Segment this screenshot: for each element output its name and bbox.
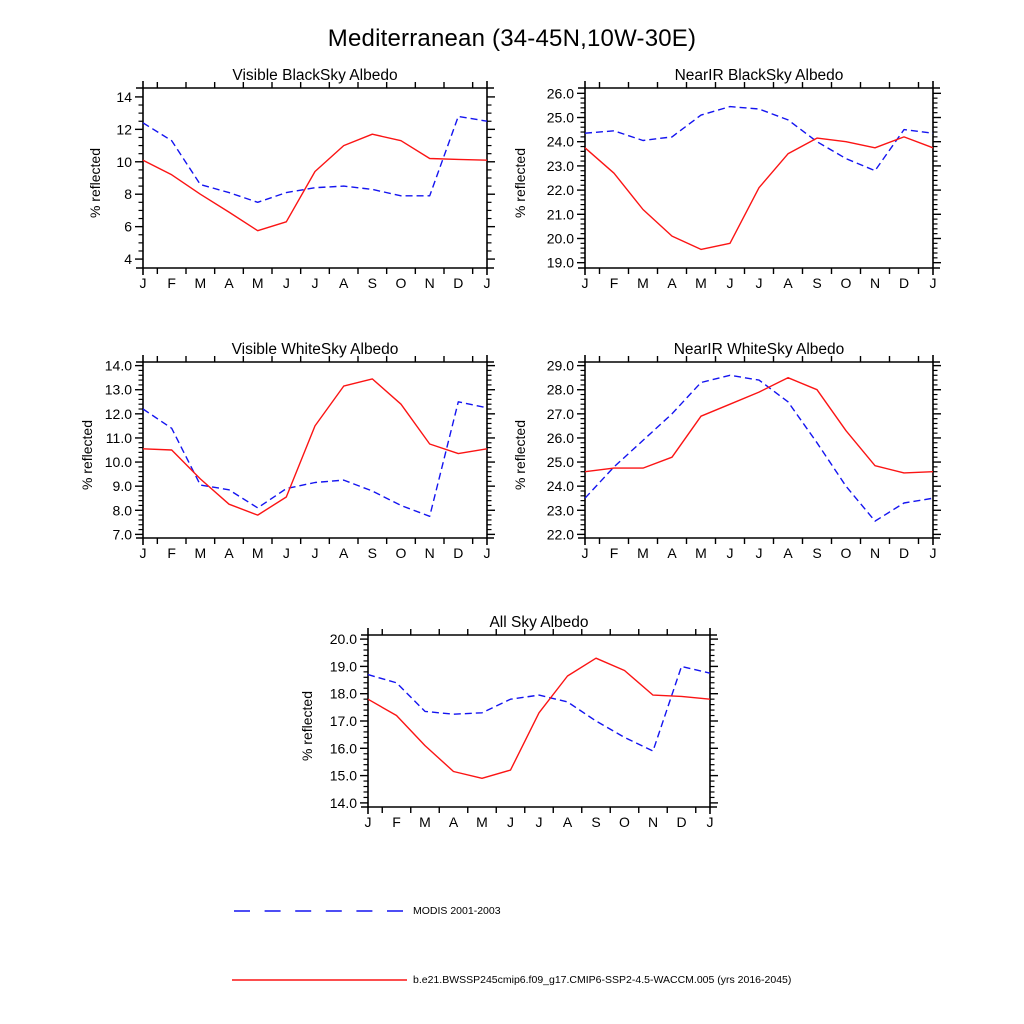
y-ticks (547, 85, 941, 270)
month-label: J (581, 275, 589, 291)
ytick-label: 15.0 (329, 767, 357, 784)
ytick-label: 16.0 (329, 740, 357, 757)
month-label: J (706, 814, 714, 830)
ytick-label: 9.0 (112, 478, 132, 495)
month-label: A (224, 545, 234, 561)
chart-4 (299, 614, 718, 830)
chart-title: Visible BlackSky Albedo (232, 67, 398, 84)
month-label: D (676, 814, 687, 830)
x-ticks (157, 356, 472, 544)
month-label: J (507, 814, 514, 830)
month-label: J (311, 275, 319, 291)
y-ticks (547, 358, 941, 543)
ytick-label: 26.0 (546, 429, 574, 446)
month-label: F (609, 545, 619, 561)
ytick-label: 18.0 (329, 685, 357, 702)
ytick-label: 23.0 (546, 502, 574, 519)
ytick-label: 24.0 (546, 133, 574, 150)
plot-frame (136, 81, 494, 275)
legend-item-model (232, 973, 791, 987)
month-label: S (812, 275, 822, 291)
month-label: M (194, 275, 207, 291)
month-label: M (251, 275, 264, 291)
series-line-modis (585, 375, 933, 521)
month-label: S (591, 814, 601, 830)
y-axis-label: % reflected (512, 147, 528, 219)
ytick-label: 28.0 (546, 381, 574, 398)
ytick-label: 12 (116, 121, 132, 138)
month-label: J (483, 275, 491, 291)
month-label: A (562, 814, 573, 830)
month-label: J (139, 545, 147, 561)
ytick-label: 22.0 (546, 526, 574, 543)
ytick-label: 17.0 (329, 713, 357, 729)
x-ticks (157, 82, 472, 274)
month-label: N (869, 545, 881, 561)
month-label: J (139, 275, 147, 291)
chart-title: All Sky Albedo (489, 614, 589, 631)
month-label: N (869, 275, 881, 291)
ytick-label: 27.0 (546, 405, 574, 422)
month-label: J (364, 814, 372, 830)
legend-label-modis: MODIS 2001-2003 (413, 905, 501, 917)
month-labels (582, 275, 937, 291)
y-axis-label: % reflected (299, 690, 315, 762)
chart-0 (87, 67, 495, 291)
figure-title: Mediterranean (34-45N,10W-30E) (327, 25, 697, 52)
month-label: O (840, 275, 852, 291)
ytick-label: 22.0 (546, 182, 574, 199)
ytick-label: 8.0 (112, 502, 132, 519)
ytick-label: 23.0 (546, 157, 574, 174)
month-label: A (224, 275, 234, 291)
month-label: O (840, 545, 852, 561)
series-line-model (143, 134, 487, 231)
series-line-model (585, 378, 933, 473)
legend-label-model: b.e21.BWSSP245cmip6.f09_g17.CMIP6-SSP2-4.5-WACCM.005 (yrs 2016-2045) (413, 974, 792, 986)
ytick-label: 14 (116, 88, 132, 105)
month-label: M (194, 545, 207, 561)
ytick-label: 14.0 (329, 794, 357, 811)
month-labels (140, 275, 491, 291)
ytick-label: 24.0 (546, 478, 574, 495)
month-label: A (667, 275, 677, 291)
ytick-label: 25.0 (546, 454, 574, 471)
month-labels (140, 545, 491, 561)
month-label: O (395, 545, 407, 561)
month-label: M (695, 545, 707, 561)
ytick-label: 20.0 (546, 230, 574, 247)
ytick-label: 20.0 (329, 631, 357, 648)
month-label: A (338, 545, 349, 561)
chart-2 (79, 341, 495, 561)
month-label: A (667, 545, 677, 561)
month-label: A (338, 275, 349, 291)
month-label: D (453, 545, 464, 561)
x-ticks (382, 629, 696, 813)
series-line-model (368, 658, 710, 778)
chart-3 (512, 341, 941, 561)
month-label: A (783, 545, 793, 561)
month-label: A (783, 275, 793, 291)
ytick-label: 25.0 (546, 109, 574, 126)
month-label: J (755, 275, 763, 291)
month-label: J (929, 275, 937, 291)
month-label: M (637, 275, 649, 291)
ytick-label: 14.0 (104, 357, 132, 374)
month-label: J (726, 275, 734, 291)
month-label: J (581, 545, 589, 561)
ytick-label: 21.0 (546, 206, 574, 223)
month-label: S (367, 545, 378, 561)
modis-dashed-line-swatch (232, 904, 407, 918)
month-labels (365, 814, 714, 830)
series-line-modis (585, 107, 933, 171)
y-axis-label: % reflected (512, 419, 528, 491)
month-label: D (898, 275, 910, 291)
legend-item-modis (232, 904, 501, 918)
month-label: D (898, 545, 910, 561)
series-line-modis (143, 402, 487, 517)
month-label: J (282, 275, 290, 291)
ytick-label: 8 (124, 186, 132, 203)
month-label: F (167, 275, 176, 291)
month-labels (582, 545, 937, 561)
month-label: O (619, 814, 630, 830)
y-ticks (116, 89, 495, 267)
ytick-label: 11.0 (105, 429, 132, 446)
month-label: O (395, 275, 407, 291)
month-label: D (453, 275, 464, 291)
month-label: S (812, 545, 822, 561)
month-label: M (476, 814, 488, 830)
chart-1 (512, 67, 941, 291)
ytick-label: 12.0 (104, 405, 132, 422)
month-label: M (637, 545, 649, 561)
month-label: F (609, 275, 619, 291)
y-axis-label: % reflected (87, 147, 103, 219)
ytick-label: 6 (124, 218, 132, 235)
month-label: F (392, 814, 401, 830)
x-ticks (600, 82, 919, 274)
chart-title: Visible WhiteSky Albedo (231, 341, 399, 358)
ytick-label: 29.0 (546, 357, 574, 374)
month-label: N (424, 275, 435, 291)
month-label: J (311, 545, 319, 561)
chart-title: NearIR WhiteSky Albedo (673, 341, 845, 358)
ytick-label: 19.0 (329, 658, 357, 675)
series-line-model (585, 137, 933, 250)
month-label: J (726, 545, 734, 561)
y-ticks (330, 631, 718, 811)
month-label: S (367, 275, 378, 291)
series-line-modis (368, 666, 710, 751)
month-label: A (448, 814, 459, 830)
ytick-label: 4 (124, 251, 132, 268)
plot-frame (578, 81, 940, 275)
month-label: M (251, 545, 264, 561)
month-label: J (535, 814, 543, 830)
ytick-label: 26.0 (546, 85, 574, 102)
ytick-label: 10 (116, 153, 132, 170)
month-label: N (647, 814, 659, 830)
month-label: J (483, 545, 491, 561)
month-label: F (167, 545, 176, 561)
y-axis-label: % reflected (79, 419, 95, 491)
ytick-label: 10.0 (104, 454, 132, 471)
plot-frame (136, 355, 494, 545)
ytick-label: 19.0 (546, 254, 574, 271)
month-label: J (929, 545, 937, 561)
month-label: J (755, 545, 763, 561)
model-solid-line-swatch (232, 973, 407, 987)
month-label: J (282, 545, 290, 561)
month-label: N (424, 545, 435, 561)
month-label: M (695, 275, 707, 291)
chart-title: NearIR BlackSky Albedo (674, 67, 844, 84)
ytick-label: 7.0 (112, 526, 132, 543)
month-label: M (419, 814, 431, 830)
ytick-label: 13.0 (104, 381, 132, 398)
